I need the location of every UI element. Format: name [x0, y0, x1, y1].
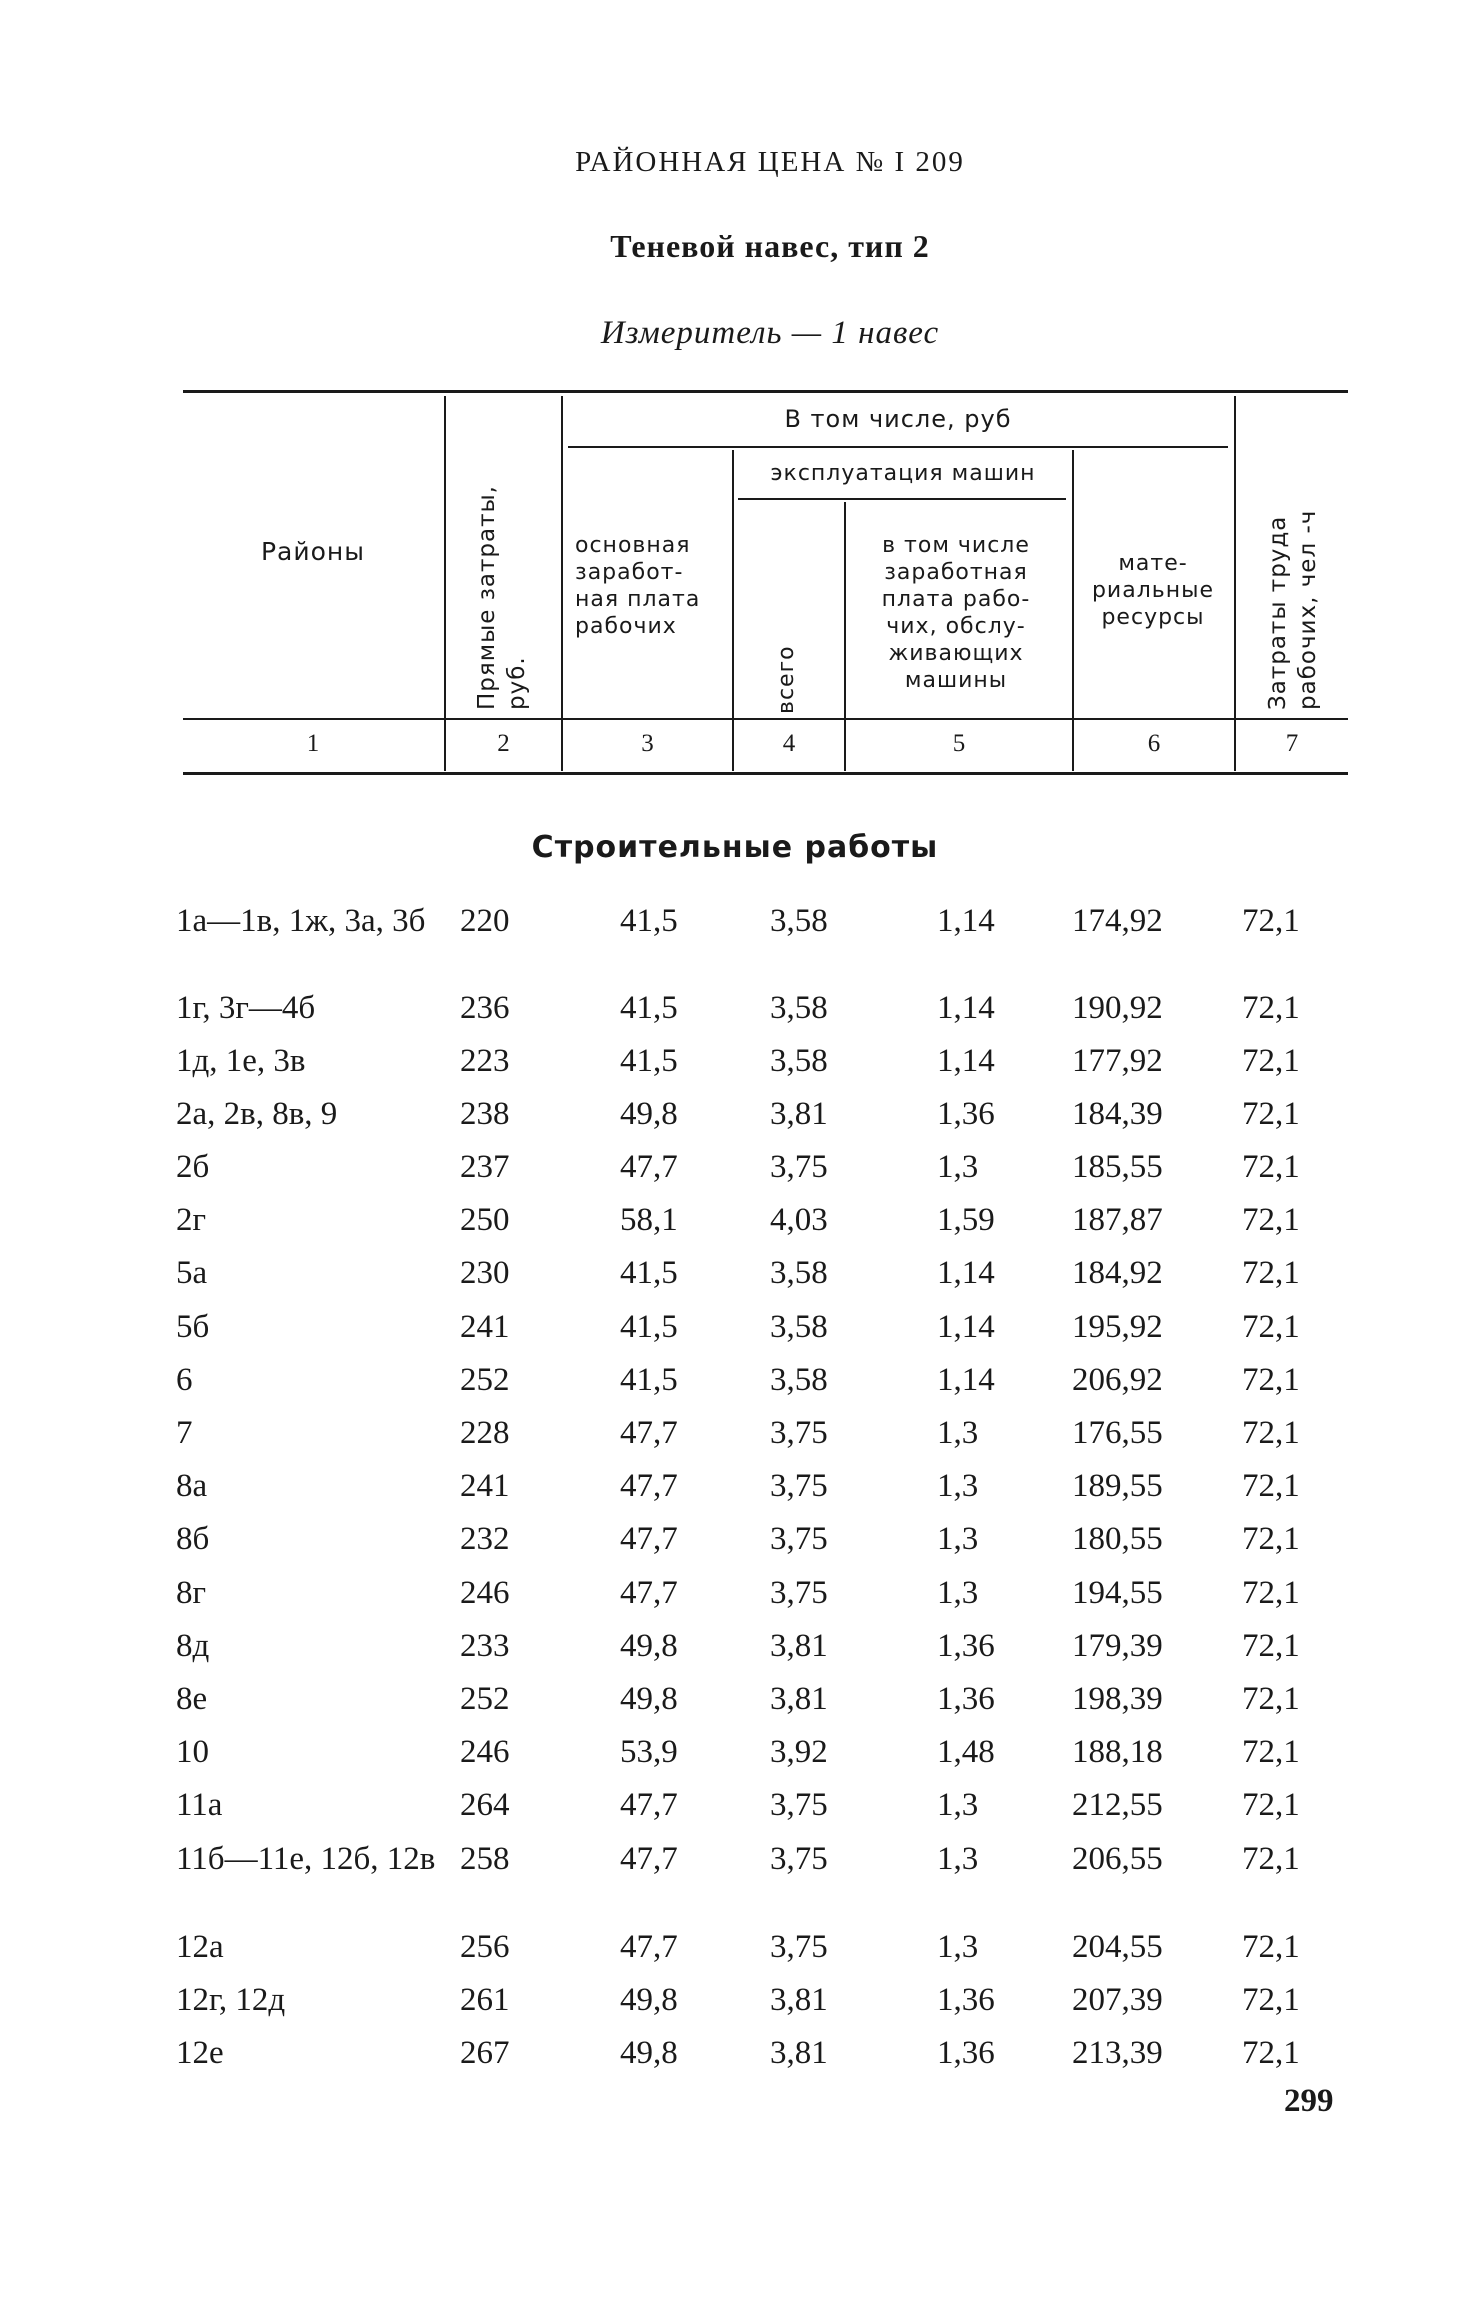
table-header [183, 390, 1348, 775]
row-base-wage: 41,5 [620, 1362, 678, 1398]
row-materials: 184,39 [1072, 1096, 1163, 1132]
row-machines-total: 3,75 [770, 1468, 828, 1504]
row-base-wage: 47,7 [620, 1415, 678, 1451]
row-labor: 72,1 [1242, 1043, 1300, 1079]
row-base-wage: 49,8 [620, 1628, 678, 1664]
row-machines-total: 3,58 [770, 1255, 828, 1291]
row-region: 8а [176, 1468, 208, 1504]
row-base-wage: 41,5 [620, 1255, 678, 1291]
row-region: 7 [176, 1415, 193, 1451]
page-number: 299 [1284, 2083, 1334, 2119]
row-direct-costs: 256 [460, 1929, 510, 1965]
row-machines-total: 3,81 [770, 1628, 828, 1664]
row-direct-costs: 220 [460, 903, 510, 939]
row-base-wage: 41,5 [620, 903, 678, 939]
col-machine-wage-header: в том числе заработная плата рабо-чих, обслу-живающих машины [881, 533, 1031, 693]
row-base-wage: 47,7 [620, 1468, 678, 1504]
row-machine-wage: 1,14 [937, 903, 995, 939]
row-materials: 206,92 [1072, 1362, 1163, 1398]
row-direct-costs: 228 [460, 1415, 510, 1451]
row-machines-total: 3,58 [770, 903, 828, 939]
col-number: 4 [782, 730, 796, 757]
row-region: 8е [176, 1681, 208, 1717]
row-labor: 72,1 [1242, 1202, 1300, 1238]
row-region: 2б [176, 1149, 210, 1185]
row-machines-total: 3,75 [770, 1415, 828, 1451]
row-region: 1а—1в, 1ж, 3а, 3б [176, 903, 426, 939]
row-region: 8б [176, 1521, 210, 1557]
row-machine-wage: 1,36 [937, 1096, 995, 1132]
row-labor: 72,1 [1242, 1149, 1300, 1185]
row-direct-costs: 261 [460, 1982, 510, 2018]
row-materials: 188,18 [1072, 1734, 1163, 1770]
row-materials: 207,39 [1072, 1982, 1163, 2018]
col-labor-header: Затраты труда рабочих, чел -ч [1265, 509, 1321, 710]
row-machine-wage: 1,3 [937, 1929, 979, 1965]
row-labor: 72,1 [1242, 1734, 1300, 1770]
row-direct-costs: 241 [460, 1468, 510, 1504]
row-direct-costs: 236 [460, 990, 510, 1026]
row-machine-wage: 1,3 [937, 1415, 979, 1451]
row-machine-wage: 1,14 [937, 1043, 995, 1079]
row-base-wage: 41,5 [620, 990, 678, 1026]
row-machine-wage: 1,59 [937, 1202, 995, 1238]
row-region: 12а [176, 1929, 224, 1965]
col-divider [1234, 396, 1236, 771]
row-region: 1д, 1е, 3в [176, 1043, 306, 1079]
row-labor: 72,1 [1242, 1841, 1300, 1877]
row-direct-costs: 232 [460, 1521, 510, 1557]
row-direct-costs: 233 [460, 1628, 510, 1664]
col-divider [732, 450, 734, 771]
row-base-wage: 47,7 [620, 1841, 678, 1877]
row-direct-costs: 267 [460, 2035, 510, 2071]
row-materials: 177,92 [1072, 1043, 1163, 1079]
col-total-header: всего [774, 645, 799, 714]
row-direct-costs: 252 [460, 1681, 510, 1717]
row-labor: 72,1 [1242, 1096, 1300, 1132]
row-machines-total: 3,81 [770, 1681, 828, 1717]
price-title: РАЙОННАЯ ЦЕНА № I 209 [575, 146, 965, 178]
row-materials: 204,55 [1072, 1929, 1163, 1965]
row-materials: 212,55 [1072, 1787, 1163, 1823]
row-machine-wage: 1,3 [937, 1149, 979, 1185]
col-divider [561, 396, 563, 771]
section-title: Строительные работы [531, 830, 939, 865]
row-direct-costs: 250 [460, 1202, 510, 1238]
row-machine-wage: 1,14 [937, 1309, 995, 1345]
numbers-bottom-rule [183, 772, 1348, 775]
top-rule [183, 390, 1348, 393]
row-machine-wage: 1,3 [937, 1468, 979, 1504]
row-base-wage: 47,7 [620, 1575, 678, 1611]
row-machines-total: 3,81 [770, 1982, 828, 2018]
row-region: 1г, 3г—4б [176, 990, 316, 1026]
row-base-wage: 47,7 [620, 1149, 678, 1185]
row-region: 12е [176, 2035, 224, 2071]
row-base-wage: 58,1 [620, 1202, 678, 1238]
row-labor: 72,1 [1242, 1681, 1300, 1717]
row-labor: 72,1 [1242, 990, 1300, 1026]
row-machines-total: 3,58 [770, 1309, 828, 1345]
row-region: 5а [176, 1255, 208, 1291]
row-materials: 185,55 [1072, 1149, 1163, 1185]
row-machine-wage: 1,36 [937, 1628, 995, 1664]
row-base-wage: 49,8 [620, 1096, 678, 1132]
row-machine-wage: 1,14 [937, 990, 995, 1026]
row-direct-costs: 230 [460, 1255, 510, 1291]
row-base-wage: 47,7 [620, 1787, 678, 1823]
row-machine-wage: 1,14 [937, 1255, 995, 1291]
row-materials: 198,39 [1072, 1681, 1163, 1717]
row-base-wage: 47,7 [620, 1929, 678, 1965]
row-labor: 72,1 [1242, 1362, 1300, 1398]
row-machines-total: 3,75 [770, 1521, 828, 1557]
header-bottom-rule [183, 718, 1348, 720]
row-direct-costs: 246 [460, 1734, 510, 1770]
row-machines-total: 3,58 [770, 990, 828, 1026]
row-region: 2г [176, 1202, 207, 1238]
row-labor: 72,1 [1242, 2035, 1300, 2071]
group-rule [738, 498, 1066, 500]
group-machines-header: эксплуатация машин [770, 461, 1036, 486]
col-number: 6 [1147, 730, 1161, 757]
row-region: 5б [176, 1309, 210, 1345]
row-machines-total: 3,92 [770, 1734, 828, 1770]
row-base-wage: 41,5 [620, 1043, 678, 1079]
row-region: 6 [176, 1362, 193, 1398]
row-materials: 179,39 [1072, 1628, 1163, 1664]
row-materials: 180,55 [1072, 1521, 1163, 1557]
col-direct-header: Прямые затраты, руб. [474, 485, 530, 710]
row-region: 10 [176, 1734, 209, 1770]
row-base-wage: 49,8 [620, 1982, 678, 2018]
row-labor: 72,1 [1242, 1521, 1300, 1557]
row-region: 8г [176, 1575, 207, 1611]
col-materials-header: мате-риальные ресурсы [1091, 551, 1215, 630]
row-region: 11а [176, 1787, 223, 1823]
row-base-wage: 49,8 [620, 1681, 678, 1717]
row-machine-wage: 1,3 [937, 1787, 979, 1823]
row-materials: 206,55 [1072, 1841, 1163, 1877]
row-machines-total: 3,58 [770, 1043, 828, 1079]
object-title: Теневой навес, тип 2 [610, 228, 930, 264]
row-labor: 72,1 [1242, 1255, 1300, 1291]
row-direct-costs: 264 [460, 1787, 510, 1823]
row-machines-total: 4,03 [770, 1202, 828, 1238]
row-machine-wage: 1,48 [937, 1734, 995, 1770]
row-direct-costs: 246 [460, 1575, 510, 1611]
row-machines-total: 3,81 [770, 2035, 828, 2071]
row-machine-wage: 1,3 [937, 1521, 979, 1557]
row-materials: 194,55 [1072, 1575, 1163, 1611]
row-machine-wage: 1,3 [937, 1841, 979, 1877]
row-base-wage: 47,7 [620, 1521, 678, 1557]
row-labor: 72,1 [1242, 903, 1300, 939]
row-machines-total: 3,75 [770, 1575, 828, 1611]
col-number: 3 [641, 730, 654, 757]
row-materials: 213,39 [1072, 2035, 1163, 2071]
row-machines-total: 3,81 [770, 1096, 828, 1132]
row-machines-total: 3,75 [770, 1929, 828, 1965]
row-labor: 72,1 [1242, 1628, 1300, 1664]
row-direct-costs: 223 [460, 1043, 510, 1079]
row-region: 2а, 2в, 8в, 9 [176, 1096, 338, 1132]
row-labor: 72,1 [1242, 1309, 1300, 1345]
col-regions-header: Районы [260, 537, 366, 566]
row-materials: 195,92 [1072, 1309, 1163, 1345]
row-base-wage: 53,9 [620, 1734, 678, 1770]
col-number: 7 [1285, 730, 1299, 757]
row-machine-wage: 1,14 [937, 1362, 995, 1398]
col-wage-header: основная заработ-ная плата рабочих [575, 533, 701, 639]
row-materials: 174,92 [1072, 903, 1163, 939]
col-number: 5 [952, 730, 966, 757]
row-region: 11б—11е, 12б, 12в [176, 1841, 436, 1877]
group-incl-header: В том числе, руб [784, 405, 1012, 433]
row-machine-wage: 1,3 [937, 1575, 979, 1611]
row-direct-costs: 258 [460, 1841, 510, 1877]
row-materials: 189,55 [1072, 1468, 1163, 1504]
row-machines-total: 3,75 [770, 1787, 828, 1823]
row-labor: 72,1 [1242, 1982, 1300, 2018]
row-region: 8д [176, 1628, 210, 1664]
row-region: 12г, 12д [176, 1982, 286, 2018]
group-rule [568, 446, 1228, 448]
row-direct-costs: 241 [460, 1309, 510, 1345]
row-machines-total: 3,75 [770, 1149, 828, 1185]
row-labor: 72,1 [1242, 1929, 1300, 1965]
row-machine-wage: 1,36 [937, 2035, 995, 2071]
row-direct-costs: 237 [460, 1149, 510, 1185]
row-materials: 187,87 [1072, 1202, 1163, 1238]
col-number: 1 [306, 730, 320, 757]
row-base-wage: 41,5 [620, 1309, 678, 1345]
row-materials: 190,92 [1072, 990, 1163, 1026]
row-labor: 72,1 [1242, 1468, 1300, 1504]
row-direct-costs: 238 [460, 1096, 510, 1132]
row-materials: 176,55 [1072, 1415, 1163, 1451]
measure-line: Измеритель — 1 навес [600, 315, 940, 351]
row-machine-wage: 1,36 [937, 1982, 995, 2018]
row-labor: 72,1 [1242, 1415, 1300, 1451]
row-base-wage: 49,8 [620, 2035, 678, 2071]
row-direct-costs: 252 [460, 1362, 510, 1398]
row-labor: 72,1 [1242, 1575, 1300, 1611]
col-divider [444, 396, 446, 771]
row-machine-wage: 1,36 [937, 1681, 995, 1717]
col-divider [1072, 450, 1074, 771]
row-labor: 72,1 [1242, 1787, 1300, 1823]
row-machines-total: 3,75 [770, 1841, 828, 1877]
col-number: 2 [497, 730, 510, 757]
row-materials: 184,92 [1072, 1255, 1163, 1291]
row-machines-total: 3,58 [770, 1362, 828, 1398]
